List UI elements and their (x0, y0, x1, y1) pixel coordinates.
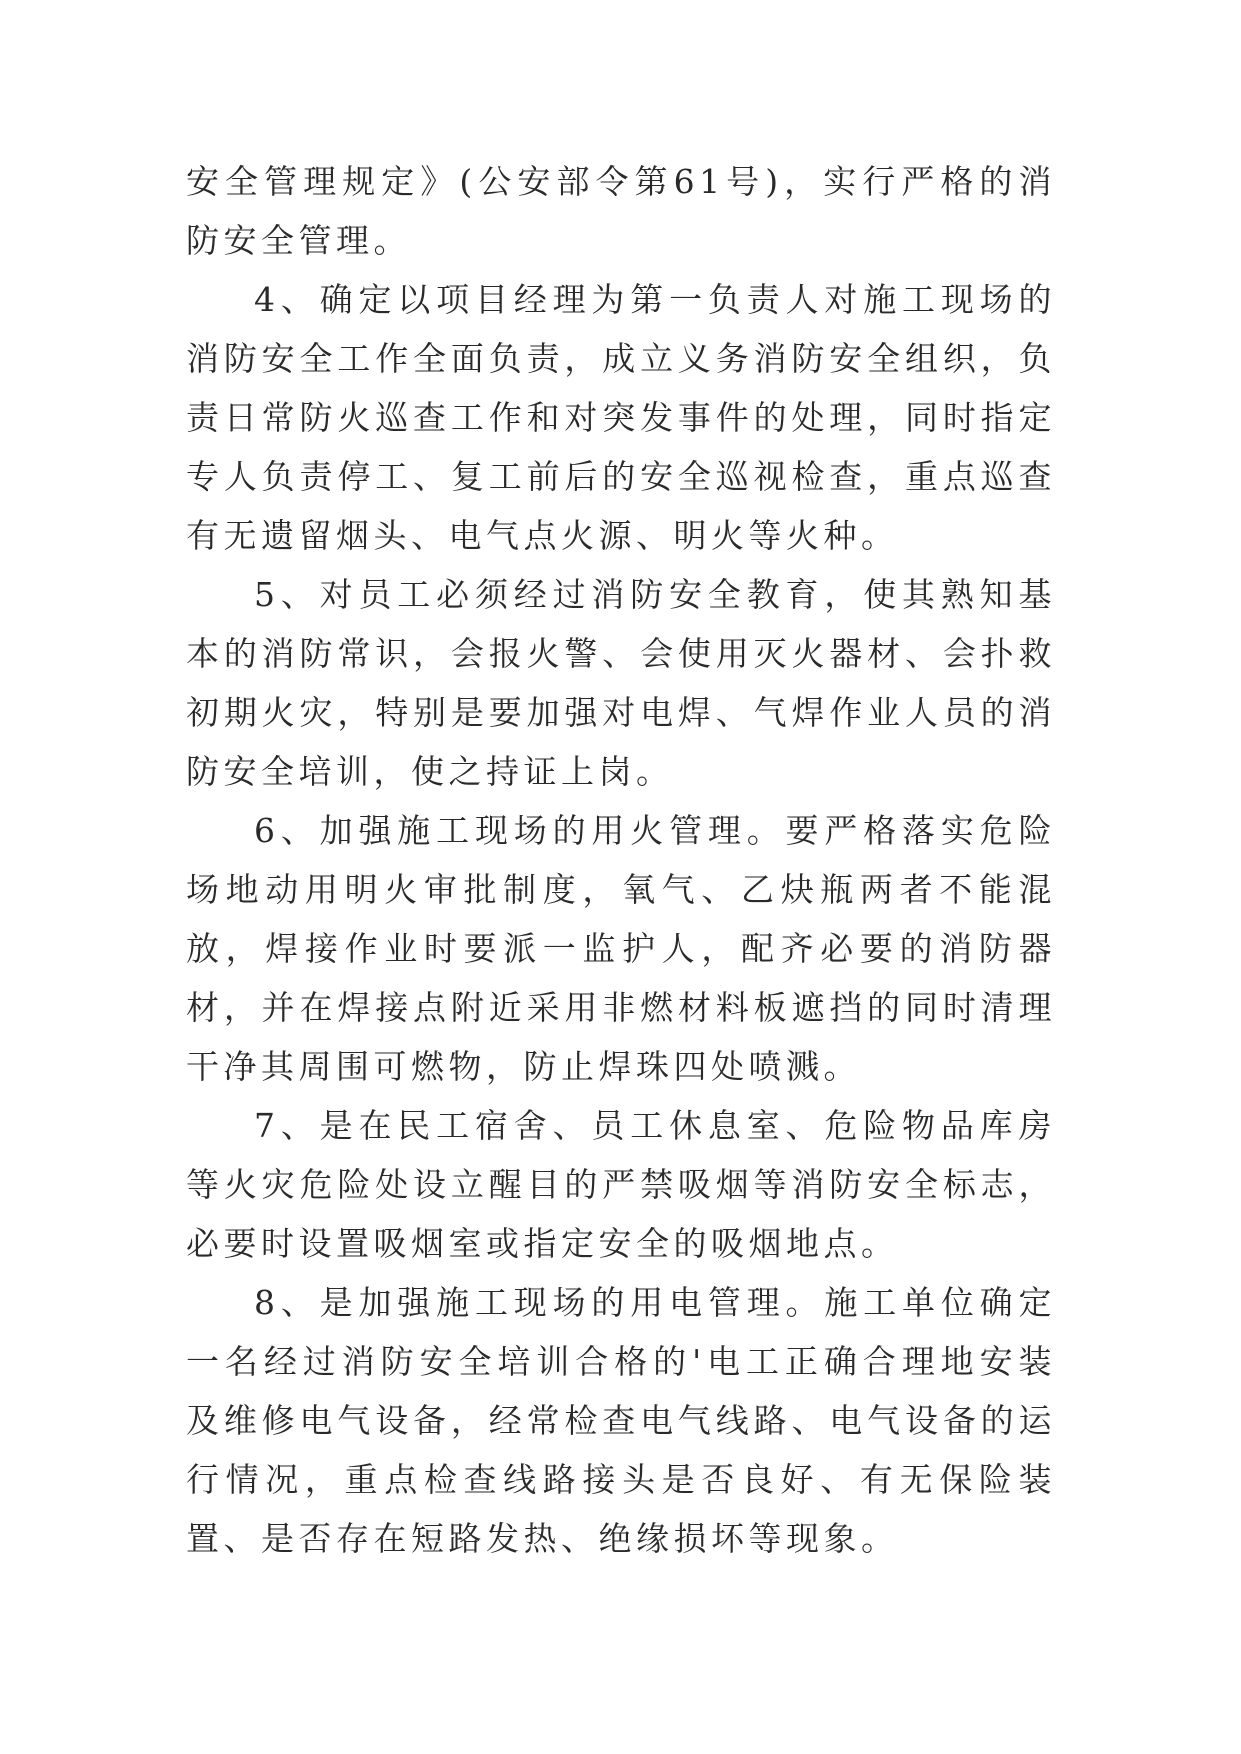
document-body (186, 152, 1056, 1568)
paragraph-item-4: 4、确定以项目经理为第一负责人对施工现场的消防安全工作全面负责，成立义务消防安全组织，负责日常防火巡查工作和对突发事件的处理，同时指定专人负责停工、复工前后的安全巡视检查，重点巡查有无遗留烟头、电气点火源、明火等火种。 (186, 280, 1056, 555)
paragraph-continuation: 安全管理规定》(公安部令第61号)，实行严格的消防安全管理。 (186, 162, 1056, 260)
paragraph-item-6: 6、加强施工现场的用火管理。要严格落实危险场地动用明火审批制度，氧气、乙炔瓶两者不能混放，焊接作业时要派一监护人，配齐必要的消防器材，并在焊接点附近采用非燃材料板遮挡的同时清理干净其周围可燃物，防止焊珠四处喷溅。 (186, 811, 1056, 1086)
paragraph-item-8: 8、是加强施工现场的用电管理。施工单位确定一名经过消防安全培训合格的'电工正确合理地安装及维修电气设备，经常检查电气线路、电气设备的运行情况，重点检查线路接头是否良好、有无保险装置、是否存在短路发热、绝缘损坏等现象。 (186, 1283, 1056, 1558)
paragraph-item-5: 5、对员工必须经过消防安全教育，使其熟知基本的消防常识，会报火警、会使用灭火器材、会扑救初期火灾，特别是要加强对电焊、气焊作业人员的消防安全培训，使之持证上岗。 (186, 575, 1056, 791)
paragraph-item-7: 7、是在民工宿舍、员工休息室、危险物品库房等火灾危险处设立醒目的严禁吸烟等消防安全标志，必要时设置吸烟室或指定安全的吸烟地点。 (186, 1106, 1056, 1263)
